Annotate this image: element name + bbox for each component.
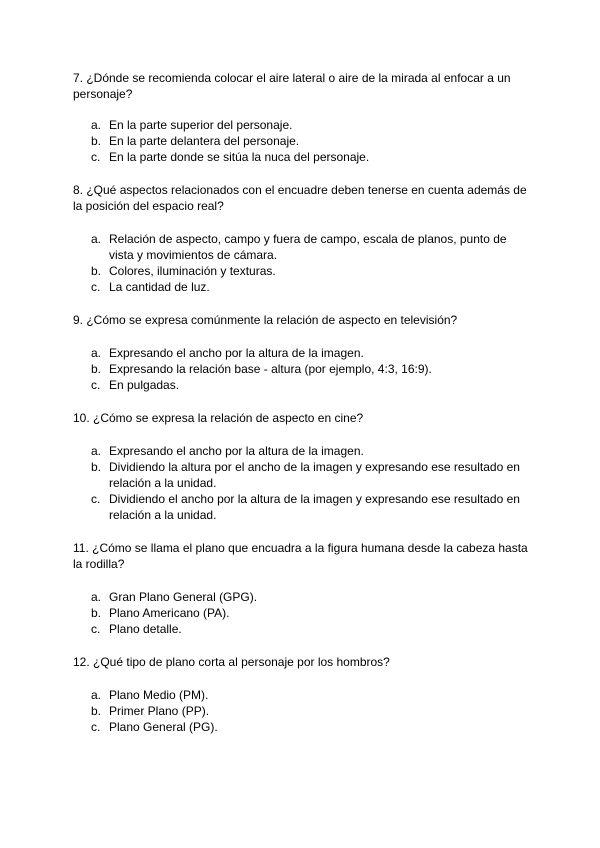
option-a	[73, 117, 533, 133]
option-marker: a.	[91, 590, 102, 604]
option-list	[73, 231, 533, 295]
option-marker: a.	[91, 346, 102, 360]
option-text: Expresando el ancho por la altura de la imagen.	[109, 444, 364, 458]
option-list	[73, 443, 533, 523]
question-7	[73, 70, 533, 165]
option-text: En la parte superior del personaje.	[109, 118, 293, 132]
option-c	[73, 279, 533, 295]
question-12	[73, 654, 533, 735]
document-page	[73, 70, 533, 735]
option-c	[73, 377, 533, 393]
question-text: 8. ¿Qué aspectos relacionados con el encuadre deben tenerse en cuenta además de la posición del espacio real?	[73, 183, 527, 213]
option-text: Dividiendo la altura por el ancho de la imagen y expresando ese resultado en relación a la unidad.	[109, 460, 520, 490]
question-text: 9. ¿Cómo se expresa comúnmente la relación de aspecto en televisión?	[73, 313, 458, 327]
option-text: En la parte donde se sitúa la nuca del personaje.	[109, 150, 370, 164]
option-text: En pulgadas.	[109, 378, 180, 392]
question-text: 7. ¿Dónde se recomienda colocar el aire lateral o aire de la mirada al enfocar a un personaje?	[73, 71, 511, 101]
option-text: Colores, iluminación y texturas.	[109, 264, 276, 278]
option-b	[73, 605, 533, 621]
option-marker: b.	[91, 264, 102, 278]
option-text: Plano Americano (PA).	[109, 606, 230, 620]
option-text: Plano Medio (PM).	[109, 688, 209, 702]
option-text: Plano detalle.	[109, 622, 182, 636]
option-marker: b.	[91, 606, 102, 620]
option-a	[73, 231, 533, 263]
option-marker: b.	[91, 460, 102, 474]
option-marker: b.	[91, 704, 102, 718]
option-list	[73, 345, 533, 393]
option-c	[73, 491, 533, 523]
question-9	[73, 312, 533, 393]
option-b	[73, 361, 533, 377]
option-text: Primer Plano (PP).	[109, 704, 210, 718]
option-marker: c.	[91, 150, 101, 164]
question-text: 12. ¿Qué tipo de plano corta al personaje por los hombros?	[73, 655, 390, 669]
option-c	[73, 621, 533, 637]
option-list	[73, 589, 533, 637]
option-list	[73, 687, 533, 735]
option-a	[73, 443, 533, 459]
option-text: Relación de aspecto, campo y fuera de campo, escala de planos, punto de vista y movimientos de cámara.	[109, 232, 507, 262]
option-list	[73, 117, 533, 165]
option-marker: c.	[91, 622, 101, 636]
option-text: En la parte delantera del personaje.	[109, 134, 300, 148]
question-11	[73, 540, 533, 637]
option-text: Expresando la relación base - altura (por ejemplo, 4:3, 16:9).	[109, 362, 432, 376]
question-8	[73, 182, 533, 295]
option-a	[73, 589, 533, 605]
option-b	[73, 263, 533, 279]
option-marker: a.	[91, 232, 102, 246]
option-text: Gran Plano General (GPG).	[109, 590, 258, 604]
question-10	[73, 410, 533, 523]
option-c	[73, 149, 533, 165]
option-marker: b.	[91, 134, 102, 148]
option-text: Expresando el ancho por la altura de la imagen.	[109, 346, 364, 360]
option-marker: b.	[91, 362, 102, 376]
option-a	[73, 345, 533, 361]
question-text: 10. ¿Cómo se expresa la relación de aspecto en cine?	[73, 411, 364, 425]
option-marker: a.	[91, 444, 102, 458]
option-marker: a.	[91, 688, 102, 702]
option-marker: c.	[91, 492, 101, 506]
option-c	[73, 719, 533, 735]
option-b	[73, 133, 533, 149]
option-b	[73, 703, 533, 719]
option-marker: a.	[91, 118, 102, 132]
option-text: La cantidad de luz.	[109, 280, 210, 294]
option-marker: c.	[91, 378, 101, 392]
question-text: 11. ¿Cómo se llama el plano que encuadra a la figura humana desde la cabeza hasta la rodilla?	[73, 541, 528, 571]
option-marker: c.	[91, 280, 101, 294]
option-b	[73, 459, 533, 491]
option-marker: c.	[91, 720, 101, 734]
option-a	[73, 687, 533, 703]
option-text: Plano General (PG).	[109, 720, 218, 734]
option-text: Dividiendo el ancho por la altura de la imagen y expresando ese resultado en relación a la unidad.	[109, 492, 520, 522]
